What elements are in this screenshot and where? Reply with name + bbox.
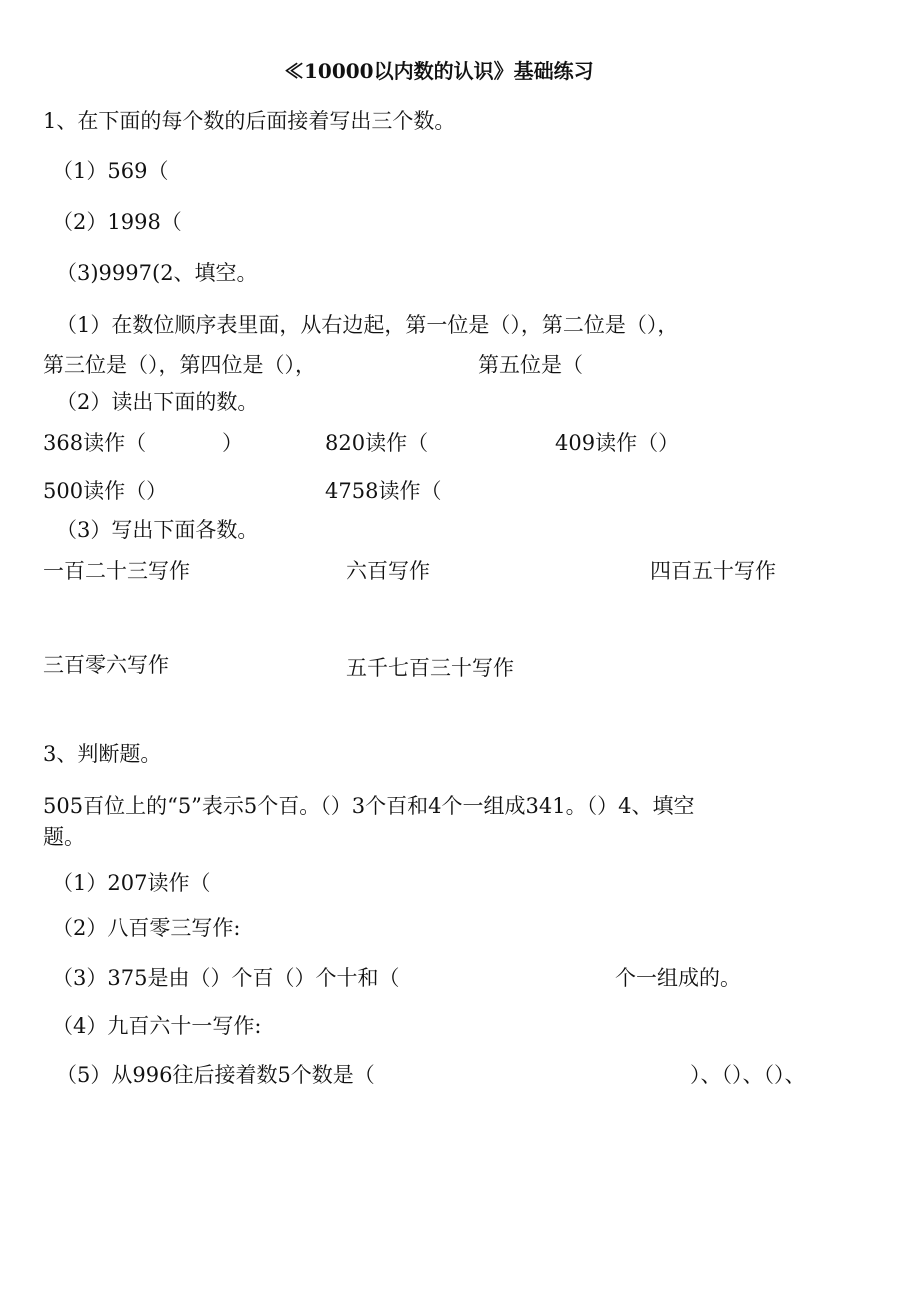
read-item-500: 500读作（）: [43, 479, 168, 503]
write-item-450: 四百五十写作: [650, 559, 776, 583]
read-item-820: 820读作（: [325, 431, 429, 455]
write-item-5730: 五千七百三十写作: [346, 656, 514, 680]
question-4-item-5-end: ）、（）、（）、: [690, 1063, 806, 1087]
question-4-item-5: （5）从996往后接着数5个数是（: [56, 1063, 375, 1087]
page-title: ≪10000以内数的认识》基础练习: [284, 59, 594, 83]
question-1-item-2: （2）1998（: [52, 210, 182, 234]
read-item-409: 409读作（）: [555, 431, 680, 455]
question-1-item-1: （1）569（: [52, 159, 169, 183]
read-item-4758: 4758读作（: [325, 479, 442, 503]
question-1-heading: 1、在下面的每个数的后面接着写出三个数。: [43, 109, 456, 133]
question-1-item-3: （3)9997(2、填空。: [56, 261, 258, 285]
question-2-part-1-line-2b: 第五位是（: [478, 353, 583, 377]
question-2-part-3-heading: （3）写出下面各数。: [56, 518, 259, 542]
question-4-item-3-end: 个一组成的。: [615, 966, 741, 990]
question-3-heading: 3、判断题。: [43, 742, 162, 766]
question-2-part-2-heading: （2）读出下面的数。: [56, 390, 259, 414]
question-4-item-4: （4）九百六十一写作:: [52, 1014, 262, 1038]
question-3-line-1: 505百位上的“5”表示5个百。（）3个百和4个一组成341。（）4、填空: [43, 794, 695, 818]
read-item-368-close: ）: [222, 431, 243, 455]
question-4-item-2: （2）八百零三写作:: [52, 916, 241, 940]
write-item-123: 一百二十三写作: [43, 559, 190, 583]
question-4-item-1: （1）207读作（: [52, 871, 211, 895]
question-4-item-3: （3）375是由（）个百（）个十和（: [52, 966, 400, 990]
write-item-306: 三百零六写作: [43, 653, 169, 677]
write-item-600: 六百写作: [346, 559, 430, 583]
question-2-part-1-line-1: （1）在数位顺序表里面，从右边起，第一位是（），第二位是（），: [56, 313, 679, 337]
read-item-368: 368读作（: [43, 431, 147, 455]
question-2-part-1-line-2a: 第三位是（），第四位是（），: [43, 353, 316, 377]
question-3-line-2: 题。: [43, 825, 85, 849]
